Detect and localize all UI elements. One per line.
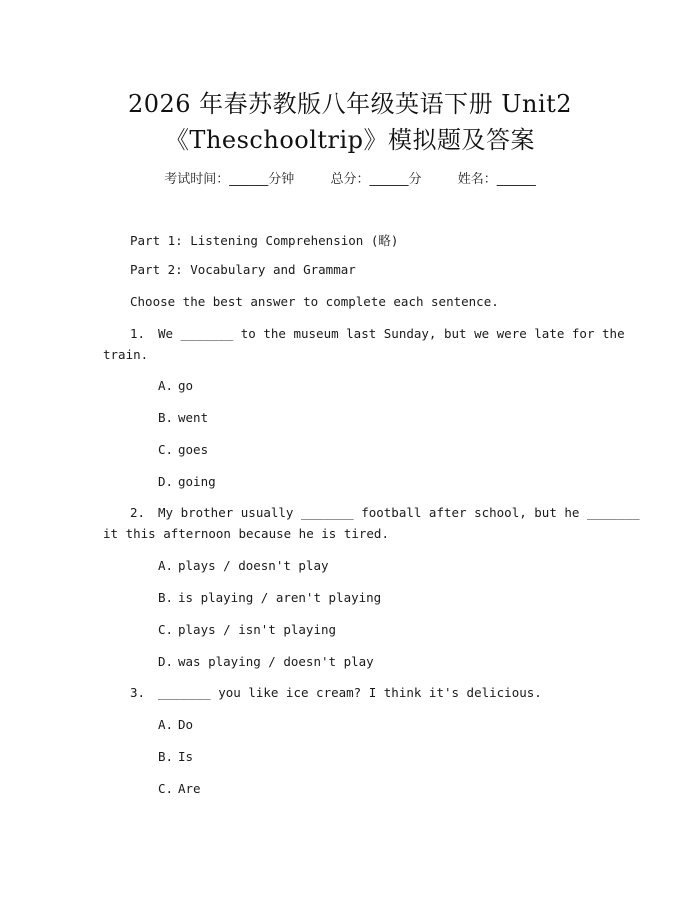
option-letter: B. [158,590,174,605]
exam-time-field: 考试时间：______分钟 [164,172,295,187]
option-text: Are [178,781,201,796]
question-3-option-b [158,749,193,764]
option-text: plays / doesn't play [178,558,329,573]
option-letter: B. [158,749,174,764]
question-text: We _______ to the museum last Sunday, but we were late for the [158,326,625,341]
question-text: My brother usually _______ football after school, but he _______ [158,505,640,520]
option-text: plays / isn't playing [178,622,337,637]
question-text: _______ you like ice cream? I think it's delicious. [158,685,542,700]
question-2-option-b [158,590,381,605]
question-2-option-c [158,622,336,637]
option-text: went [178,410,209,425]
question-1-line-2: train. [103,347,149,362]
document-title-line-1: 2026 年春苏教版八年级英语下册 Unit2 [127,90,573,118]
question-1-line-1 [130,326,625,341]
question-2-line-1 [130,505,640,520]
question-2-option-d [158,654,374,669]
option-letter: D. [158,474,174,489]
option-text: Do [178,717,194,732]
name-field: 姓名：______ [457,172,536,187]
option-letter: D. [158,654,174,669]
section-heading-part2: Part 2: Vocabulary and Grammar [130,262,356,277]
option-text: go [178,378,194,393]
document-title-line-2: 《Theschooltrip》模拟题及答案 [164,126,536,154]
total-score-field: 总分：______分 [330,172,422,187]
option-letter: C. [158,442,174,457]
option-letter: C. [158,781,174,796]
question-1-option-d [158,474,216,489]
option-letter: A. [158,717,174,732]
option-letter: B. [158,410,174,425]
option-text: is playing / aren't playing [178,590,382,605]
option-letter: A. [158,558,174,573]
question-3-option-c [158,781,201,796]
question-1-option-c [158,442,208,457]
question-2-option-a [158,558,329,573]
instruction-text: Choose the best answer to complete each sentence. [130,294,499,309]
question-2-line-2: it this afternoon because he is tired. [103,526,389,541]
question-1-option-a [158,378,193,393]
option-text: goes [178,442,209,457]
question-3-option-a [158,717,193,732]
option-letter: C. [158,622,174,637]
exam-info-line [0,168,700,187]
question-number: 3. [130,685,146,700]
question-3-line-1 [130,685,542,700]
option-text: going [178,474,216,489]
option-text: Is [178,749,194,764]
option-text: was playing / doesn't play [178,654,374,669]
question-number: 1. [130,326,146,341]
question-1-option-b [158,410,208,425]
section-heading-part1: Part 1: Listening Comprehension (略) [130,233,399,248]
question-number: 2. [130,505,146,520]
option-letter: A. [158,378,174,393]
